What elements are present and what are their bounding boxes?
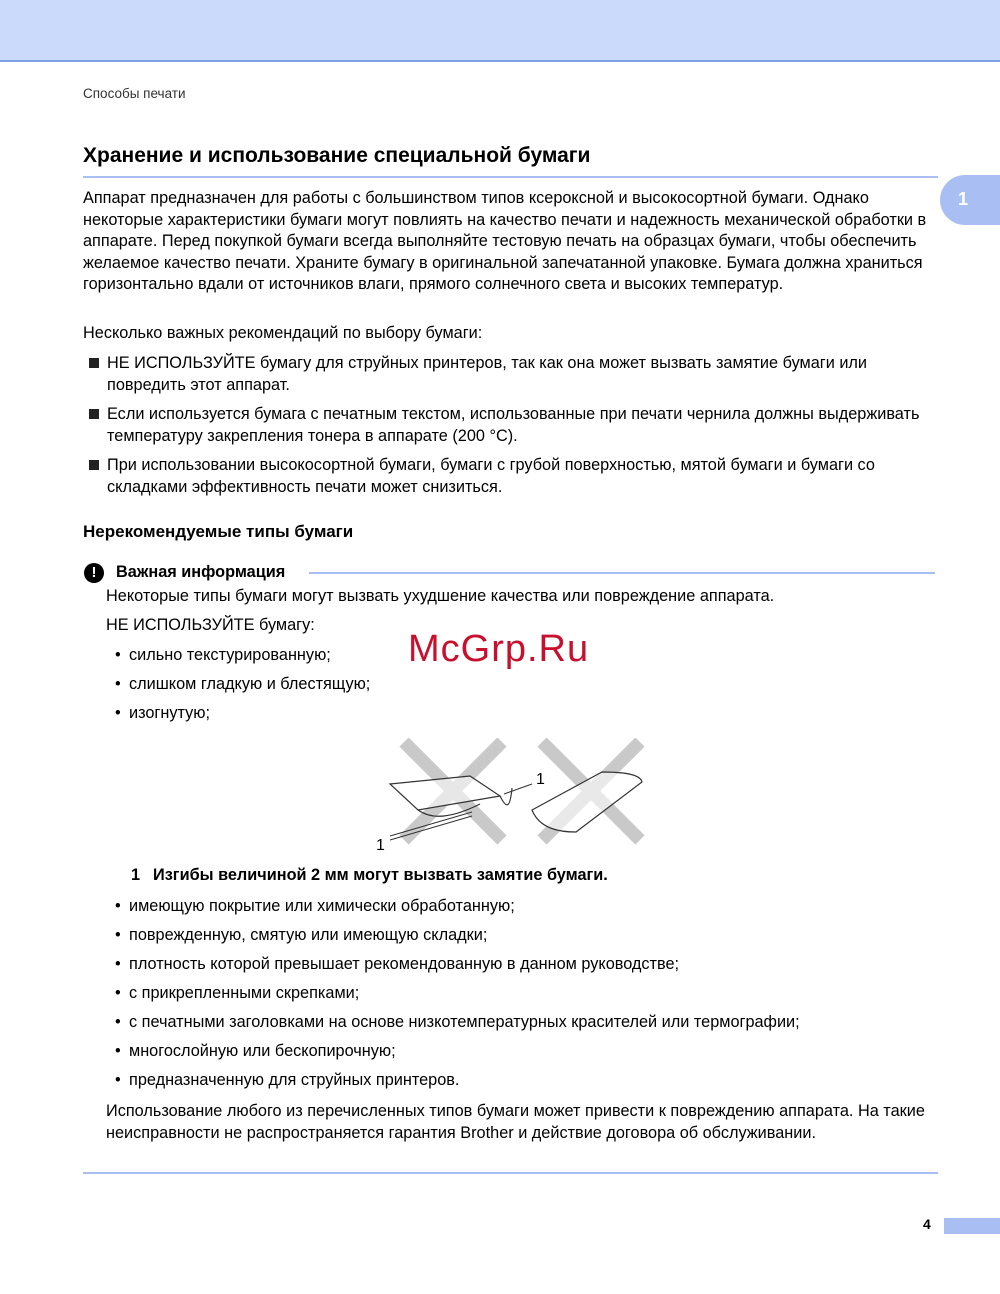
watermark: McGrp.Ru (408, 628, 590, 670)
title-divider (83, 176, 938, 178)
warning-icon: ! (84, 563, 104, 583)
chapter-tab (940, 175, 1000, 225)
figure-callout-top: 1 (536, 771, 545, 788)
section-title: Хранение и использование специальной бумаги (83, 144, 591, 167)
important-divider (309, 572, 935, 574)
intro-paragraph: Аппарат предназначен для работы с большинством типов ксероксной и высокосортной бумаги. Однако некоторые характеристики бумаги могут повлиять на качество печати и надежность механической обработки в аппарате. Перед покупкой бумаги всегда выполняйте тестовую печать на образцах бумаги, чтобы обеспечить желаемое качество печати. Храните бумагу в оригинальной запечатанной упаковке. Бумага должна храниться горизонтально вдали от источников влаги, прямого солнечного света и высоких температур. (83, 189, 927, 293)
important-line-1: Некоторые типы бумаги могут вызвать ухудшение качества или повреждение аппарата. (106, 587, 775, 605)
breadcrumb: Способы печати (83, 86, 186, 101)
figure-callout-bottom: 1 (376, 837, 385, 854)
page-number: 4 (923, 1216, 931, 1232)
page-tab (944, 1218, 1000, 1234)
header-band (0, 0, 1000, 62)
recommend-lead: Несколько важных рекомендаций по выбору бумаги: (83, 324, 483, 342)
square-bullet-icon (89, 409, 99, 419)
curled-paper-figure (372, 738, 652, 856)
important-title: Важная информация (116, 563, 286, 581)
subsection-title: Нерекомендуемые типы бумаги (83, 522, 354, 541)
chapter-number: 1 (958, 189, 969, 209)
square-bullet-icon (89, 358, 99, 368)
square-bullet-icon (89, 460, 99, 470)
curled-sheet-left (390, 776, 512, 816)
important-line-2: НЕ ИСПОЛЬЗУЙТЕ бумагу: (106, 616, 315, 634)
important-bottom-divider (83, 1172, 938, 1174)
important-closing: Использование любого из перечисленных типов бумаги может привести к повреждению аппарата. На такие неисправности не распространяется гарантия Brother и действие договора об обслуживании. (106, 1102, 925, 1142)
